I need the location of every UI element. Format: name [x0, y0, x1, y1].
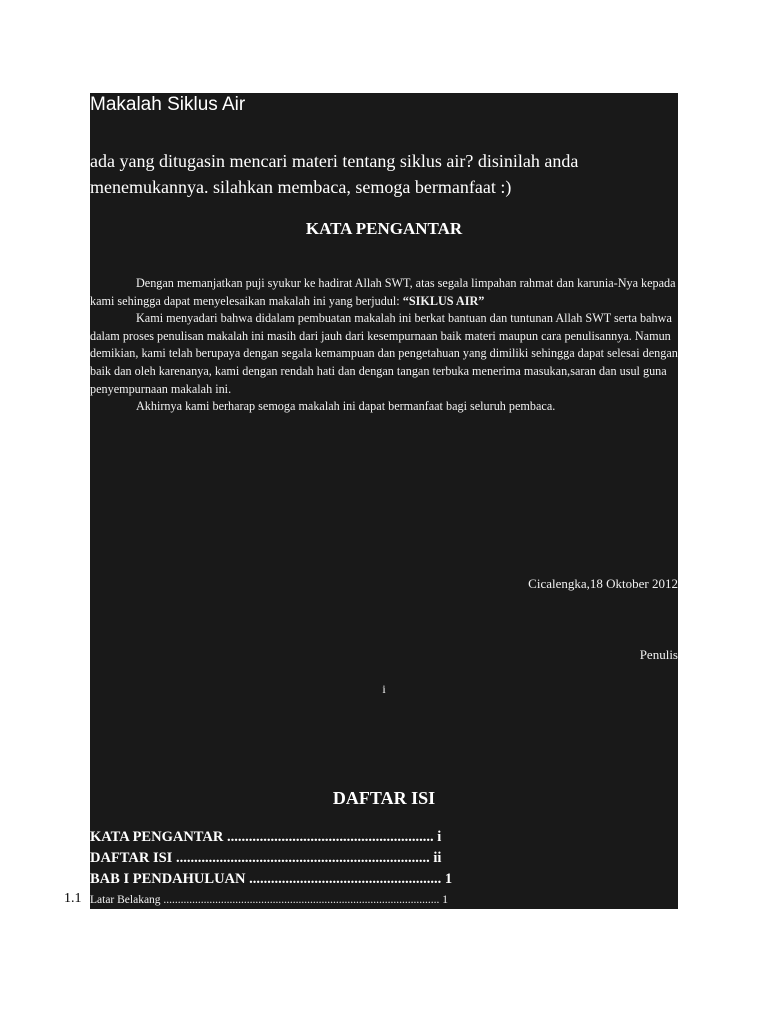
toc-entry-latar-belakang: Latar Belakang ................................................................................................ 1	[90, 894, 449, 906]
page-number: i	[382, 682, 386, 696]
toc-entry-daftar-isi: DAFTAR ISI ...................................................................... ii	[90, 850, 442, 866]
paragraph-1-title: “SIKLUS AIR”	[402, 293, 485, 308]
paragraph-3-text: Akhirnya kami berharap semoga makalah ini dapat bermanfaat bagi seluruh pembaca.	[136, 399, 556, 414]
toc-entry-kata-pengantar: KATA PENGANTAR ......................................................... i	[90, 829, 442, 845]
author-signature: Penulis	[639, 647, 678, 662]
intro-line-1: ada yang ditugasin mencari materi tentang siklus air? disinilah anda	[90, 151, 579, 171]
paragraph-2	[90, 310, 680, 398]
paragraph-3	[90, 398, 680, 416]
paragraph-1-text: Dengan memanjatkan puji syukur ke hadirat Allah SWT, atas segala limpahan rahmat dan karunia-Nya kepada kami sehingga dapat menyelesaikan makalah ini yang berjudul:	[90, 276, 676, 308]
place-date: Cicalengka,18 Oktober 2012	[528, 576, 678, 591]
document-title: Makalah Siklus Air	[90, 94, 246, 115]
paragraph-2-text: Kami menyadari bahwa didalam pembuatan makalah ini berkat bantuan dan tuntunan Allah SWT serta bahwa dalam proses penulisan makalah ini masih dari jauh dari kesempurnaan baik materi maupun cara penulisannya. Namun demikian, kami telah berupaya dengan segala kemampuan dan pengetahuan yang dimiliki sehingga dapat selesai dengan baik dan oleh karenanya, kami dengan rendah hati dan dengan tangan terbuka menerima masukan,saran dan usul guna penyempurnaan makalah ini.	[90, 311, 678, 396]
toc-entry-bab-1: BAB I PENDAHULUAN ..................................................... 1	[90, 871, 453, 887]
kata-pengantar-heading: KATA PENGANTAR	[305, 219, 463, 238]
toc-sub-number: 1.1	[64, 891, 82, 906]
kata-pengantar-body	[90, 275, 680, 416]
intro-line-2: menemukannya. silahkan membaca, semoga bermanfaat :)	[90, 177, 512, 197]
document-page	[90, 93, 678, 909]
daftar-isi-heading: DAFTAR ISI	[332, 788, 436, 808]
paragraph-1	[90, 275, 680, 310]
